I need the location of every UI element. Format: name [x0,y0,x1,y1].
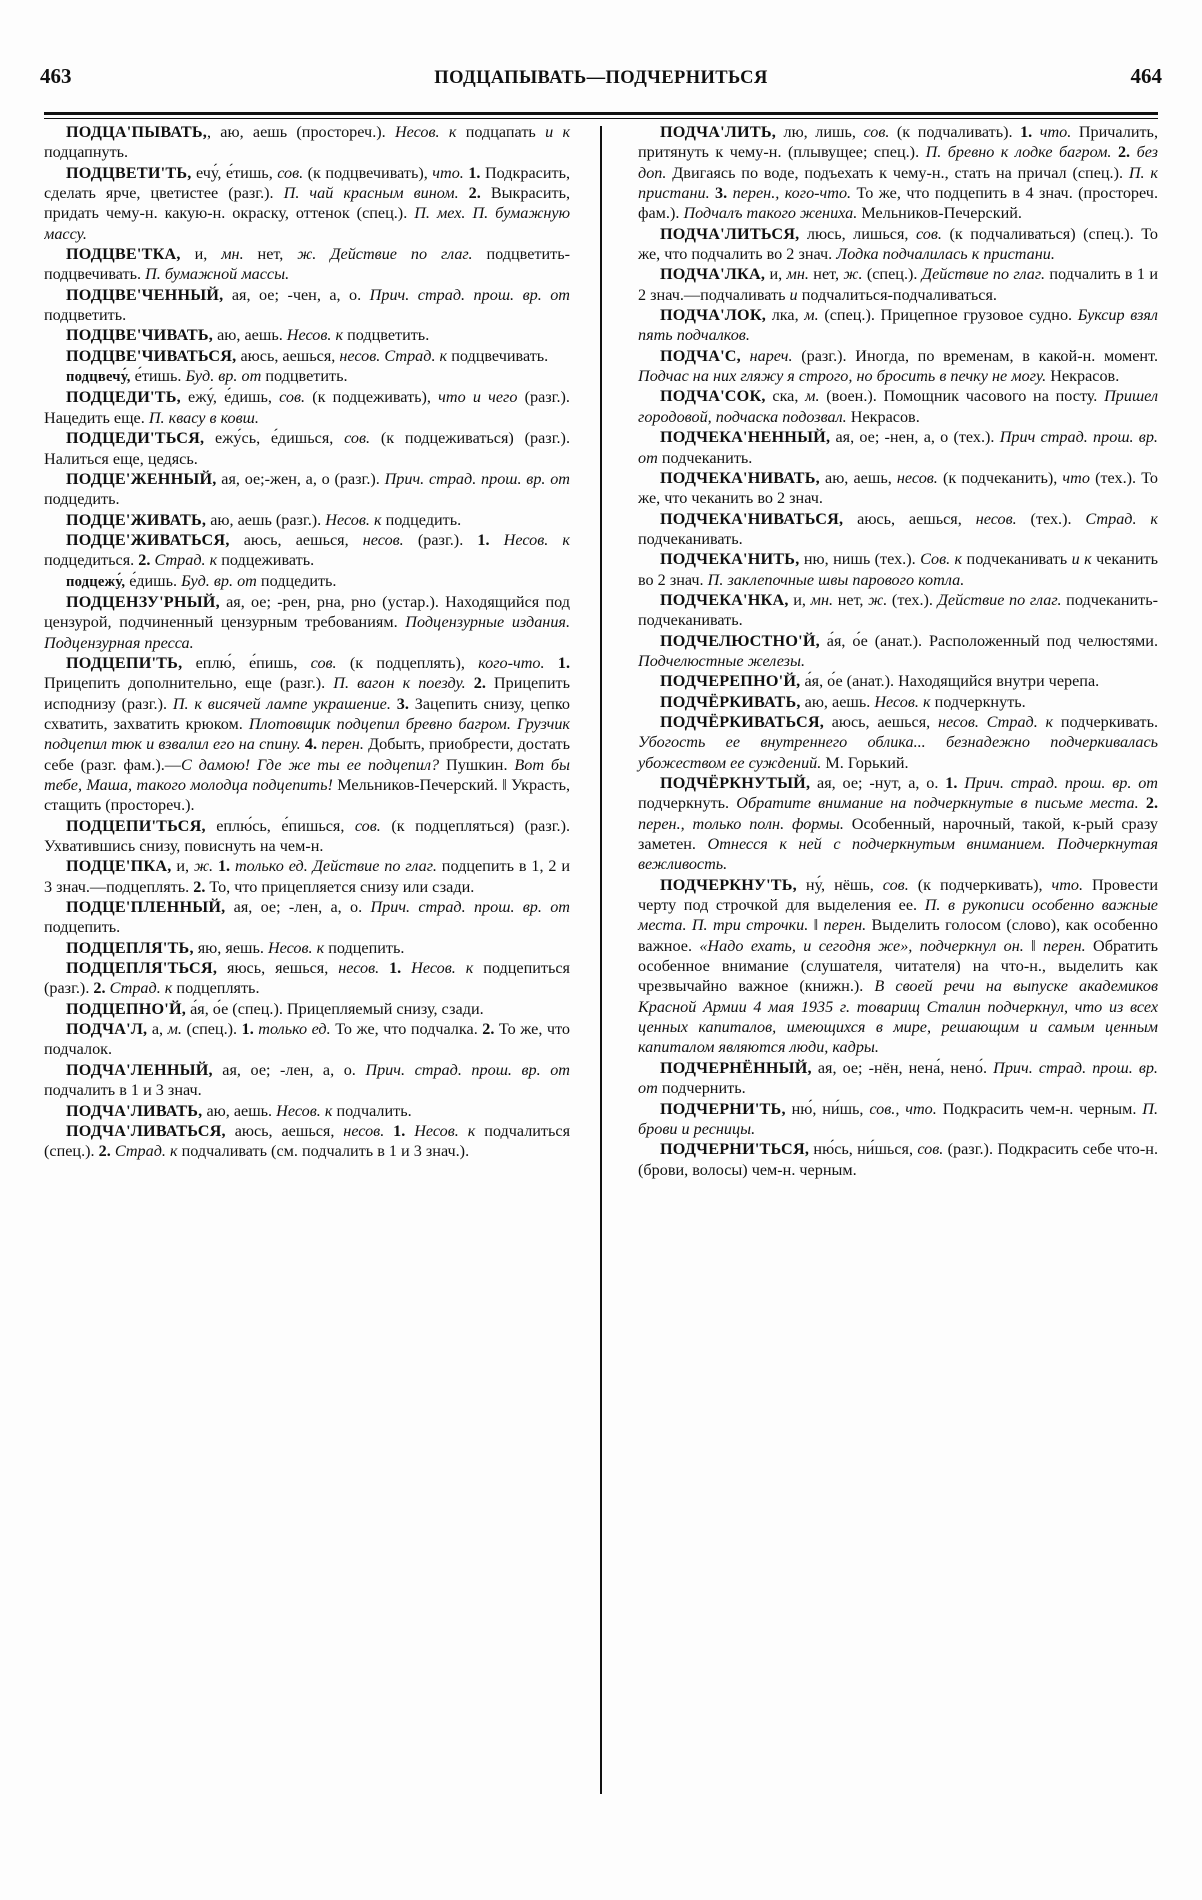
entry-headword: ПОДЦЕПЛЯ'ТЬСЯ, [66,959,218,978]
dictionary-entry [44,428,570,469]
entry-headword: ПОДЧЕКА'НКА, [660,590,789,609]
dictionary-entry [44,325,570,345]
dictionary-entry [638,631,1158,672]
dictionary-entry [44,999,570,1019]
entry-definition: и, мн. нет, ж. (тех.). Действие по глаг. подчеканить-подчеканивать. [638,590,1158,630]
dictionary-entry [44,530,570,571]
entry-headword: ПОДЧА'ЛИТЬ, [660,123,776,141]
entry-definition: аю, аешь (разг.). Несов. к подцедить. [206,510,462,529]
dictionary-entry [44,1121,570,1162]
entry-headword: ПОДЧЁРКИВАТЬ, [660,692,801,711]
folio-right: 464 [1130,64,1162,88]
entry-definition: и, ж. 1. только ед. Действие по глаг. подцепить в 1, 2 и 3 знач.—подцеплять. 2. То, что прицепляется снизу или сзади. [44,857,571,896]
entry-headword: ПОДЧА'Л, [66,1020,148,1039]
entry-definition: аюсь, аешься, несов. (тех.). Страд. к подчеканивать. [638,509,1158,548]
dictionary-entry [638,712,1158,773]
entry-definition: еплю́, е́пишь, сов. (к подцеплять), кого-что. 1. Прицепить дополнительно, еще (разг.). П. вагон к поезду. 2. Прицепить исподнизу (разг.). П. к висячей лампе украшение. 3. Зацепить снизу, цепко схватить, захватить крюком. Плотовщик подцепил бревно багром. Грузчик подцепил тюк и взвалил его на спину. 4. перен. Добыть, приобрести, достать себе (разг. фам.).—С дамою! Где же ты ее подцепил? Пушкин. Вот бы тебе, Маша, такого молодца подцепить! Мельников-Печерский. ‖ Украсть, стащить (простореч.). [44,653,571,815]
entry-definition: и, мн. нет, ж. (спец.). Действие по глаг. подчалить в 1 и 2 знач.—подчаливать и подчалиться-подчаливаться. [638,265,1158,304]
entry-definition: ая, ое; -чен, а, о. Прич. страд. прош. вр. от подцветить. [44,285,570,325]
entry-definition: ска, м. (воен.). Помощник часового на посту. Пришел городовой, подчаска подозвал. Некрасов. [638,387,1158,426]
entry-definition: и, мн. нет, ж. Действие по глаг. подцветить-подцвечивать. П. бумажной массы. [44,245,570,284]
entry-headword: ПОДЦЕ'ЖИВАТЬСЯ, [66,530,230,549]
entry-definition: ая, ое; -рен, рна, рно (устар.). Находящийся под цензурой, подчиненный цензурным требованиям. Подцензурные издания. Подцензурная пресса. [44,592,570,652]
entry-definition: аюсь, аешься, несов. 1. Несов. к подчалиться (спец.). 2. Страд. к подчаливать (см. подчалить в 1 и 3 знач.). [44,1121,571,1161]
entry-definition: нареч. (разг.). Иногда, по временам, в какой-н. момент. Подчас на них гляжу я строго, но бросить в печку не могу. Некрасов. [638,346,1158,386]
entry-definition: яю, яешь. Несов. к подцепить. [193,938,405,957]
dictionary-entry [44,816,570,857]
running-head [40,64,1162,94]
dictionary-entry [638,122,1158,224]
folio-left: 463 [40,64,72,88]
dictionary-entry [44,1019,570,1060]
dictionary-entry [638,773,1158,875]
entry-definition: аюсь, аешься, несов. (разг.). 1. Несов. к подцедиться. 2. Страд. к подцеживать. [44,530,570,570]
dictionary-entry [44,856,570,897]
dictionary-entry [44,1060,570,1101]
dictionary-entry [44,958,570,999]
entry-definition: а, м. (спец.). 1. только ед. То же, что подчалка. 2. То же, что подчалок. [44,1020,571,1059]
entry-headword: ПОДЧА'С, [660,346,741,365]
dictionary-entry [638,427,1158,468]
entry-headword: ПОДЦЕПНО'Й, [66,999,187,1018]
entry-headword: ПОДЧА'ЛКА, [660,265,766,284]
dictionary-entry [44,122,570,163]
entry-definition: а́я, о́е (анат.). Расположенный под челюстями. Подчелюстные железы. [638,631,1158,670]
dictionary-entry [44,244,570,285]
running-title: ПОДЦАПЫВАТЬ—ПОДЧЕРНИТЬСЯ [434,68,768,88]
entry-headword: ПОДЦЕПЛЯ'ТЬ, [66,938,194,957]
dictionary-entry [44,571,570,592]
entry-definition: ая, ое; -лен, а, о. Прич. страд. прош. вр. от подчалить в 1 и 3 знач. [44,1060,570,1100]
entry-headword: ПОДЧЕРЕПНО'Й, [660,672,801,691]
dictionary-entry [638,346,1158,387]
entry-headword: ПОДЧЁРКНУТЫЙ, [660,774,811,792]
entry-headword: ПОДЧА'СОК, [660,387,766,406]
dictionary-entry [44,366,570,387]
entry-definition: ечу́, е́тишь, сов. (к подцвечивать), что. 1. Подкрасить, сделать ярче, цветистее (разг.). П. чай красным вином. 2. Выкрасить, придать чему-н. какую-н. окраску, оттенок (спец.). П. мех. П. бумажную массу. [44,163,571,243]
entry-headword: ПОДЦВЕ'ЧИВАТЬСЯ, [66,346,237,365]
dictionary-entry [44,285,570,326]
entry-headword: ПОДЦА'ПЫВАТЬ, [66,123,207,141]
entry-headword: подцежу́, [66,573,126,590]
entry-definition: аю, аешь. Несов. к подчалить. [202,1101,412,1120]
entry-definition: ая, ое; -лен, а, о. Прич. страд. прош. вр. от подцепить. [44,898,570,937]
entry-headword: ПОДЦЕПИ'ТЬСЯ, [66,816,206,835]
dictionary-entry [638,590,1158,631]
dictionary-entry [638,549,1158,590]
dictionary-entry [638,1058,1158,1099]
entry-headword: ПОДЦЕНЗУ'РНЫЙ, [66,592,220,611]
entry-headword: ПОДЦЕ'ЖЕННЫЙ, [66,469,217,488]
entry-headword: ПОДЧЕЛЮСТНО'Й, [660,631,820,650]
entry-headword: ПОДЦЕПИ'ТЬ, [66,653,183,672]
entry-definition: лка, м. (спец.). Прицепное грузовое судно. Буксир взял пять подчалков. [638,306,1158,345]
entry-definition: ая, ое;-жен, а, о (разг.). Прич. страд. прош. вр. от подцедить. [44,469,570,509]
dictionary-entry [638,1099,1158,1140]
entry-definition: а́я, о́е (спец.). Прицепляемый снизу, сзади. [186,999,484,1018]
entry-headword: подцвечу́, [66,369,131,386]
dictionary-entry [44,387,570,428]
dictionary-entry [638,1139,1158,1180]
entry-headword: ПОДЧЁРКИВАТЬСЯ, [660,712,824,731]
entry-headword: ПОДЧА'ЛИВАТЬ, [66,1101,203,1120]
entry-definition: е́дишь. Буд. вр. от подцедить. [125,571,337,590]
entry-definition: ню, нишь (тех.). Сов. к подчеканивать и к чеканить во 2 знач. П. заклепочные швы парового котла. [638,550,1158,589]
dictionary-entry [44,469,570,510]
entry-definition: ну́, нёшь, сов. (к подчеркивать), что. Провести черту под строчкой для выделения ее. П. в рукописи особенно важные места. П. три строчки. ‖ перен. Выделить голосом (слово), как особенно важное. «Надо ехать, и сегодня же», подчеркнул он. ‖ перен. Обратить особенное внимание (слушателя, читателя) на что-н., выделить как чрезвычайно важное (книжн.). В своей речи на выпуске академиков Красной Армии 4 мая 1935 г. товарищ Сталин подчеркнул, что из всех ценных капиталов, имеющихся в мире, решающим и самым ценным капиталом являются люди, кадры. [638,875,1158,1057]
entry-headword: ПОДЦВЕ'ТКА, [66,245,181,264]
entry-headword: ПОДЧА'ЛИВАТЬСЯ, [66,1121,226,1140]
entry-definition: лю, лишь, сов. (к подчаливать). 1. что. Причалить, притянуть к чему-н. (плывущее; спец.). П. бревно к лодке багром. 2. без доп. Двигаясь по воде, подъехать к чему-н., стать на причал (спец.). П. к пристани. 3. перен., кого-что. То же, что подцепить в 4 знач. (простореч. фам.). Подчалъ такого жениха. Мельников-Печерский. [638,123,1158,223]
entry-headword: ПОДЧЕРНИ'ТЬ, [660,1099,786,1118]
entry-definition: аю, аешь. Несов. к подцветить. [213,326,430,345]
dictionary-entry [44,592,570,653]
dictionary-entry [638,509,1158,550]
entry-headword: ПОДЦВЕ'ЧЕННЫЙ, [66,285,224,304]
entry-definition: , аю, аешь (простореч.). Несов. к подцапать и к подцапнуть. [44,123,571,162]
header-rule [44,112,1158,119]
entry-headword: ПОДЧА'ЛИТЬСЯ, [660,224,800,243]
entry-headword: ПОДЧЕКА'НИВАТЬСЯ, [660,509,844,528]
right-column [618,122,1158,1832]
entry-definition: ая, ое; -нут, а, о. 1. Прич. страд. прош. вр. от подчеркнуть. Обратите внимание на подчеркнутые в письме места. 2. перен., только полн. формы. Особенный, нарочный, такой, к-рый сразу заметен. Отнесся к ней с подчеркнутым вниманием. Подчеркнутая вежливость. [638,774,1158,874]
column-container [44,122,1158,1832]
dictionary-entry [638,692,1158,712]
entry-headword: ПОДЧЕРКНУ'ТЬ, [660,875,797,894]
entry-headword: ПОДЦЕДИ'ТЬСЯ, [66,429,205,448]
dictionary-entry [44,938,570,958]
entry-headword: ПОДЧА'ЛОК, [660,306,767,325]
column-divider-line [600,126,602,1794]
entry-headword: ПОДЦЕ'ПКА, [66,857,172,876]
entry-definition: люсь, лишься, сов. (к подчаливаться) (спец.). То же, что подчалить во 2 знач. Лодка подчалилась к пристани. [638,224,1158,264]
dictionary-entry [638,875,1158,1058]
dictionary-entry [44,653,570,816]
entry-headword: ПОДЧЕРНЁННЫЙ, [660,1058,812,1077]
entry-headword: ПОДЧЕКА'НИВАТЬ, [660,468,820,487]
dictionary-entry [44,1101,570,1121]
entry-headword: ПОДЦЕ'ЖИВАТЬ, [66,510,207,529]
dictionary-entry [44,346,570,366]
entry-headword: ПОДЦВЕ'ЧИВАТЬ, [66,326,214,345]
entry-definition: а́я, о́е (анат.). Находящийся внутри черепа. [800,672,1100,691]
entry-definition: ая, ое; -нен, а, о (тех.). Прич страд. прош. вр. от подчеканить. [638,428,1158,467]
entry-headword: ПОДЧА'ЛЕННЫЙ, [66,1060,213,1079]
entry-definition: аю, аешь, несов. (к подчеканить), что (тех.). То же, что чеканить во 2 знач. [638,468,1158,508]
entry-definition: ежу́сь, е́дишься, сов. (к подцеживаться) (разг.). Налиться еще, цедясь. [44,429,570,468]
entry-headword: ПОДЧЕКА'НИТЬ, [660,550,800,569]
entry-definition: ежу́, е́дишь, сов. (к подцеживать), что и чего (разг.). Нацедить еще. П. квасу в ковш. [44,388,570,427]
entry-definition: ню́, ни́шь, сов., что. Подкрасить чем-н. черным. П. брови и ресницы. [638,1099,1158,1138]
dictionary-entry [638,264,1158,305]
dictionary-entry [638,386,1158,427]
entry-definition: аюсь, аешься, несов. Страд. к подчеркивать. Убогость ее внутреннего облика... безнадежно подчеркивалась убожеством ее суждений. М. Горький. [638,712,1158,772]
entry-definition: е́тишь. Буд. вр. от подцветить. [130,367,348,386]
entry-definition: еплю́сь, е́пишься, сов. (к подцепляться) (разг.). Ухватившись снизу, повиснуть на чем-н. [44,816,571,856]
entry-headword: ПОДЧЕРНИ'ТЬСЯ, [660,1140,810,1159]
entry-definition: ая, ое; -нён, нена́, нено́. Прич. страд. прош. вр. от подчернить. [638,1058,1158,1098]
dictionary-entry [44,897,570,938]
column-gutter [584,122,618,1832]
dictionary-entry [638,305,1158,346]
left-column [44,122,584,1832]
entry-definition: яюсь, яешься, несов. 1. Несов. к подцепиться (разг.). 2. Страд. к подцеплять. [44,959,571,998]
dictionary-entry [638,224,1158,265]
entry-headword: ПОДЦВЕТИ'ТЬ, [66,163,192,182]
entry-definition: аюсь, аешься, несов. Страд. к подцвечивать. [236,346,549,365]
dictionary-entry [44,163,570,244]
dictionary-entry [638,671,1158,691]
dictionary-entry [638,468,1158,509]
entry-headword: ПОДЦЕДИ'ТЬ, [66,388,181,407]
entry-definition: аю, аешь. Несов. к подчеркнуть. [800,692,1026,711]
dictionary-entry [44,510,570,530]
entry-headword: ПОДЦЕ'ПЛЕННЫЙ, [66,898,226,917]
entry-definition: ню́сь, ни́шься, сов. (разг.). Подкрасить себе что-н. (брови, волосы) чем-н. черным. [638,1140,1158,1179]
entry-headword: ПОДЧЕКА'НЕННЫЙ, [660,428,831,447]
